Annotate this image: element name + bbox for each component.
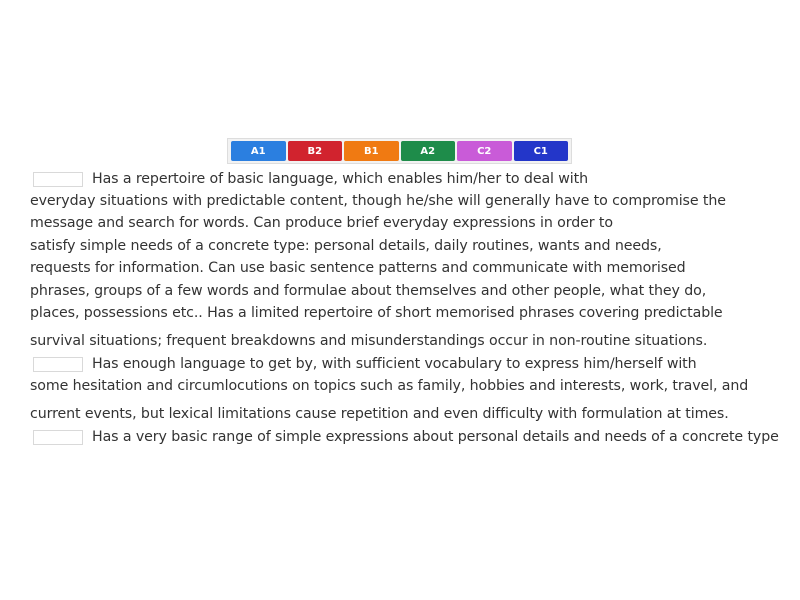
tile-b1[interactable]: B1 <box>344 141 399 161</box>
item-2-line-2: some hesitation and circumlocutions on topics such as family, hobbies and interests, work, travel, and <box>30 378 749 394</box>
tile-b2[interactable]: B2 <box>288 141 343 161</box>
item-1-line-3: message and search for words. Can produce brief everyday expressions in order to <box>30 215 613 231</box>
item-1-line-2: everyday situations with predictable content, though he/she will generally have to compromise the <box>30 193 726 209</box>
item-1-line-8: survival situations; frequent breakdowns and misunderstandings occur in non-routine situations. <box>30 333 708 349</box>
item-1-line-6: phrases, groups of a few words and formulae about themselves and other people, what they do, <box>30 283 707 299</box>
tile-a1[interactable]: A1 <box>231 141 286 161</box>
answer-tile-tray <box>227 138 572 164</box>
tile-c2[interactable]: C2 <box>457 141 512 161</box>
item-3-line-1: Has a very basic range of simple expressions about personal details and needs of a concrete type <box>92 429 779 445</box>
answer-drop-box-1[interactable] <box>33 172 83 187</box>
item-1-line-5: requests for information. Can use basic sentence patterns and communicate with memorised <box>30 260 686 276</box>
item-2-line-1: Has enough language to get by, with sufficient vocabulary to express him/herself with <box>92 356 697 372</box>
tile-a2[interactable]: A2 <box>401 141 456 161</box>
item-1-line-7: places, possessions etc.. Has a limited repertoire of short memorised phrases covering predictable <box>30 305 723 321</box>
item-1-line-4: satisfy simple needs of a concrete type: personal details, daily routines, wants and needs, <box>30 238 662 254</box>
answer-drop-box-2[interactable] <box>33 357 83 372</box>
item-2-line-3: current events, but lexical limitations cause repetition and even difficulty with formulation at times. <box>30 406 729 422</box>
item-1-line-1: Has a repertoire of basic language, which enables him/her to deal with <box>92 171 588 187</box>
answer-drop-box-3[interactable] <box>33 430 83 445</box>
tile-c1[interactable]: C1 <box>514 141 569 161</box>
